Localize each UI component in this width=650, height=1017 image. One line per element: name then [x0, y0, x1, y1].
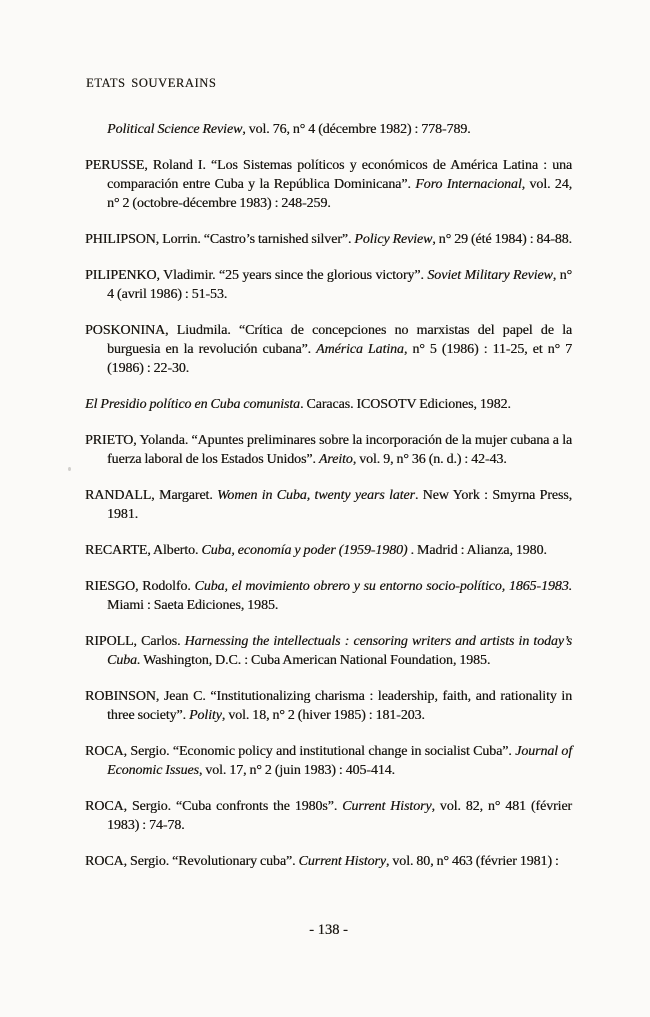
plain-text-segment: , vol. 9, n° 36 (n. d.) : 42-43. [352, 452, 507, 467]
plain-text-segment: POSKONINA, Liudmila. “Crítica de concepciones no marxistas del papel de la burguesia en la revolución cubana”. [85, 323, 572, 357]
italic-text-segment: Cuba, el movimiento obrero y su entorno socio-político, 1865-1983. [194, 579, 572, 594]
plain-text-segment: , vol. 24, n° 2 (octobre-décembre 1983) : 248-259. [107, 177, 572, 211]
italic-text-segment: Journal of Economic Issues [107, 744, 572, 778]
bibliography-entry [85, 577, 572, 615]
plain-text-segment: , vol. 18, n° 2 (hiver 1985) : 181-203. [221, 708, 425, 723]
plain-text-segment: PRIETO, Yolanda. “Apuntes preliminares sobre la incorporación de la mujer cubana a la fuerza laboral de los Estados Unidos”. [85, 433, 572, 467]
italic-text-segment: Women in Cuba, twenty years later [217, 488, 415, 503]
scan-speck [68, 467, 71, 471]
plain-text-segment: Washington, D.C. : Cuba American National Foundation, 1985. [140, 653, 491, 668]
bibliography-list [85, 120, 572, 888]
plain-text-segment: , n° 5 (1986) : 11-25, et n° 7 (1986) : 22-30. [107, 342, 572, 376]
page-number: - 138 - [309, 922, 348, 938]
bibliography-entry [85, 486, 572, 524]
plain-text-segment: RECARTE, Alberto. [85, 543, 202, 558]
bibliography-entry [85, 742, 572, 780]
bibliography-entry [85, 156, 572, 213]
plain-text-segment: ROCA, Sergio. “Cuba confronts the 1980s”. [85, 799, 343, 814]
plain-text-segment: ROBINSON, Jean C. “Institutionalizing charisma : leadership, faith, and rationality in three society”. [85, 689, 572, 723]
plain-text-segment: ROCA, Sergio. “Revolutionary cuba”. [85, 854, 299, 869]
bibliography-entry [85, 395, 572, 414]
plain-text-segment: PHILIPSON, Lorrin. “Castro’s tarnished silver”. [85, 232, 355, 247]
plain-text-segment: , n° 4 (avril 1986) : 51-53. [107, 268, 573, 302]
bibliography-entry [85, 852, 572, 871]
italic-text-segment: Current History [342, 799, 432, 814]
italic-text-segment: América Latina [316, 342, 404, 357]
italic-text-segment: Polity [188, 708, 222, 723]
plain-text-segment: , vol. 82, n° 481 (février 1983) : 74-78. [107, 799, 572, 833]
plain-text-segment: ROCA, Sergio. “Economic policy and institutional change in socialist Cuba”. [85, 744, 516, 759]
plain-text-segment: PILIPENKO, Vladimir. “25 years since the glorious victory”. [85, 268, 428, 283]
italic-text-segment: Harnessing the intellectuals : censoring writers and artists in today’s Cuba. [107, 634, 572, 668]
bibliography-entry [85, 230, 572, 249]
plain-text-segment: . Caracas. ICOSOTV Ediciones, 1982. [299, 397, 511, 412]
plain-text-segment: . New York : Smyrna Press, 1981. [107, 488, 573, 522]
plain-text-segment: , vol. 17, n° 2 (juin 1983) : 405-414. [198, 763, 395, 778]
italic-text-segment: Policy Review [354, 232, 433, 247]
running-header: ETATS SOUVERAINS [86, 76, 217, 90]
bibliography-entry [85, 687, 572, 725]
plain-text-segment: , vol. 80, n° 463 (février 1981) : [385, 854, 559, 869]
plain-text-segment: . Madrid : Alianza, 1980. [407, 543, 547, 558]
italic-text-segment: Foro Internacional [415, 177, 522, 192]
plain-text-segment: Miami : Saeta Ediciones, 1985. [107, 598, 279, 613]
italic-text-segment: Areito [318, 452, 353, 467]
italic-text-segment: Cuba, economía y poder (1959-1980) [201, 543, 408, 558]
bibliography-entry [85, 541, 572, 560]
plain-text-segment: , n° 29 (été 1984) : 84-88. [432, 232, 572, 247]
bibliography-entry [85, 797, 572, 835]
plain-text-segment: RANDALL, Margaret. [85, 488, 218, 503]
italic-text-segment: Current History [298, 854, 386, 869]
plain-text-segment: RIESGO, Rodolfo. [85, 579, 195, 594]
plain-text-segment: PERUSSE, Roland I. “Los Sistemas políticos y económicos de América Latina : una comparación entre Cuba y la República Dominicana”. [85, 158, 572, 192]
plain-text-segment: , vol. 76, n° 4 (décembre 1982) : 778-789. [242, 122, 471, 137]
plain-text-segment: RIPOLL, Carlos. [85, 634, 185, 649]
bibliography-entry [85, 266, 572, 304]
italic-text-segment: El Presidio político en Cuba comunista [85, 397, 300, 412]
italic-text-segment: Soviet Military Review [427, 268, 553, 283]
bibliography-entry [85, 632, 572, 670]
italic-text-segment: Political Science Review [107, 122, 243, 137]
carryover-entry [85, 120, 572, 139]
bibliography-entry [85, 321, 572, 378]
bibliography-entry [85, 431, 572, 469]
